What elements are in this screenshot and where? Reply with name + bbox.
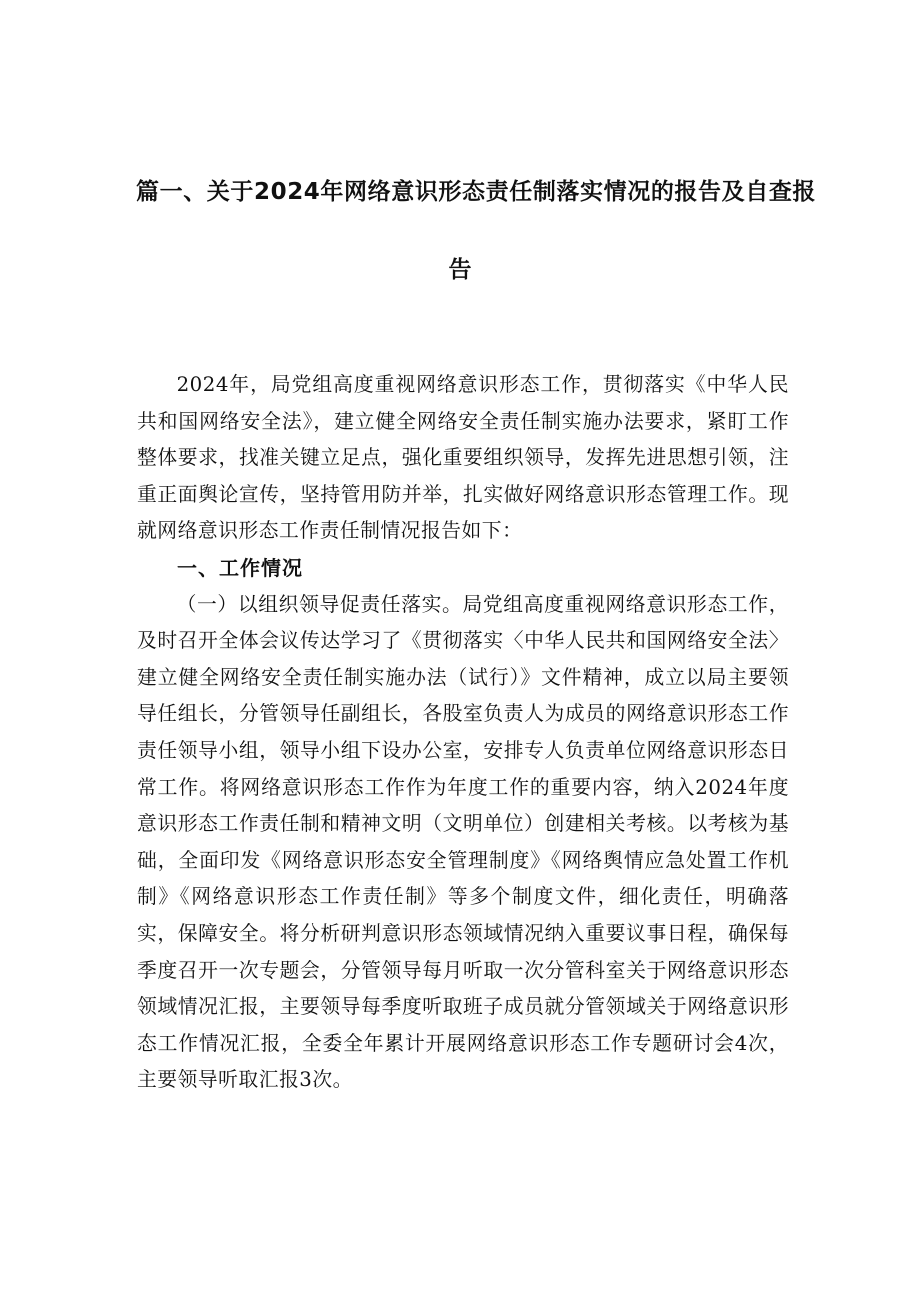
document-title-line-1: 篇一、关于2024年网络意识形态责任制落实情况的报告及自查报 bbox=[136, 179, 817, 205]
section-heading: 一、工作情况 bbox=[177, 555, 303, 580]
document-body bbox=[137, 367, 789, 1099]
section-paragraph: （一）以组织领导促责任落实。局党组高度重视网络意识形态工作，及时召开全体会议传达学习了《贯彻落实〈中华人民共和国网络安全法〉建立健全网络安全责任制实施办法（试行）》文件精神，成立以局主要领导任组长，分管领导任副组长，各股室负责人为成员的网络意识形态工作责任领导小组，领导小组下设办公室，安排专人负责单位网络意识形态日常工作。将网络意识形态工作作为年度工作的重要内容，纳入2024年度意识形态工作责任制和精神文明（文明单位）创建相关考核。以考核为基础，全面印发《网络意识形态安全管理制度》《网络舆情应急处置工作机制》《网络意识形态工作责任制》等多个制度文件，细化责任，明确落实，保障安全。将分析研判意识形态领域情况纳入重要议事日程，确保每季度召开一次专题会，分管领导每月听取一次分管科室关于网络意识形态领域情况汇报，主要领导每季度听取班子成员就分管领域关于网络意识形态工作情况汇报，全委全年累计开展网络意识形态工作专题研讨会4次，主要领导听取汇报3次。 bbox=[137, 592, 789, 1092]
intro-paragraph: 2024年，局党组高度重视网络意识形态工作，贯彻落实《中华人民共和国网络安全法》，建立健全网络安全责任制实施办法要求，紧盯工作整体要求，找准关键立足点，强化重要组织领导，发挥先进思想引领，注重正面舆论宣传，坚持管用防并举，扎实做好网络意识形态管理工作。现就网络意识形态工作责任制情况报告如下： bbox=[137, 373, 789, 543]
document-title-line-2: 告 bbox=[448, 257, 472, 283]
